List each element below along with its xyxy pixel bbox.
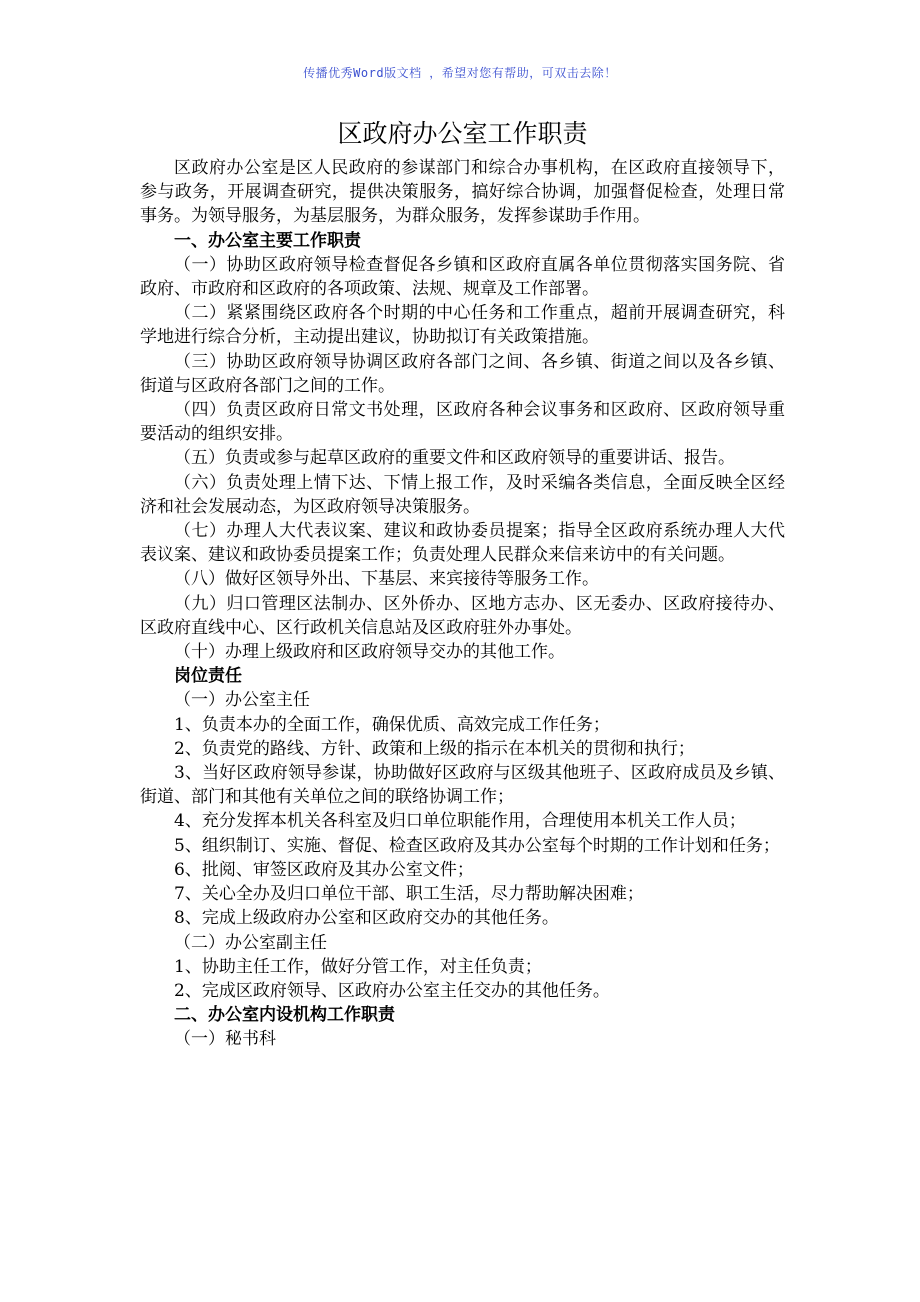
director-duty-5: 5、组织制订、实施、督促、检查区政府及其办公室每个时期的工作计划和任务； bbox=[174, 835, 780, 856]
duty-item-3: （三）协助区政府领导协调区政府各部门之间、各乡镇、街道之间以及各乡镇、街道与区政府各部门之间的工作。 bbox=[140, 351, 785, 396]
duty-item-4: （四）负责区政府日常文书处理，区政府各种会议事务和区政府、区政府领导重要活动的组织安排。 bbox=[140, 400, 785, 445]
duty-item-1: （一）协助区政府领导检查督促各乡镇和区政府直属各单位贯彻落实国务院、省政府、市政府和区政府的各项政策、法规、规章及工作部署。 bbox=[140, 254, 785, 300]
document-body bbox=[140, 114, 785, 1052]
director-duty-8: 8、完成上级政府办公室和区政府交办的其他任务。 bbox=[174, 908, 559, 929]
director-label: （一）办公室主任 bbox=[174, 690, 310, 711]
director-duty-3: 3、当好区政府领导参谋，协助做好区政府与区级其他班子、区政府成员及乡镇、街道、部门和其他有关单位之间的联络协调工作； bbox=[140, 763, 785, 808]
deputy-duty-1: 1、协助主任工作，做好分管工作，对主任负责； bbox=[174, 956, 542, 977]
director-duty-7: 7、关心全办及归口单位干部、职工生活，尽力帮助解决困难； bbox=[174, 884, 644, 905]
director-duty-4: 4、充分发挥本机关各科室及归口单位职能作用，合理使用本机关工作人员； bbox=[174, 811, 746, 832]
director-duty-1: 1、负责本办的全面工作，确保优质、高效完成工作任务； bbox=[174, 714, 610, 735]
duty-item-7: （七）办理人大代表议案、建议和政协委员提案；指导全区政府系统办理人大代表议案、建议和政协委员提案工作；负责处理人民群众来信来访中的有关问题。 bbox=[140, 521, 785, 566]
watermark-banner[interactable]: 传播优秀Word版文档 ，希望对您有帮助，可双击去除！ bbox=[303, 66, 617, 80]
deputy-label: （二）办公室副主任 bbox=[174, 932, 327, 953]
duty-item-10: （十）办理上级政府和区政府领导交办的其他工作。 bbox=[174, 642, 565, 663]
duty-item-5: （五）负责或参与起草区政府的重要文件和区政府领导的重要讲话、报告。 bbox=[174, 448, 735, 469]
duty-item-6: （六）负责处理上情下达、下情上报工作，及时采编各类信息，全面反映全区经济和社会发展动态，为区政府领导决策服务。 bbox=[140, 472, 785, 517]
duty-item-2: （二）紧紧围绕区政府各个时期的中心任务和工作重点，超前开展调查研究，科学地进行综合分析，主动提出建议，协助拟订有关政策措施。 bbox=[140, 303, 785, 348]
document-title: 区政府办公室工作职责 bbox=[337, 119, 588, 148]
section1-heading: 一、办公室主要工作职责 bbox=[174, 230, 361, 251]
duty-item-8: （八）做好区领导外出、下基层、来宾接待等服务工作。 bbox=[174, 569, 599, 590]
director-duty-2: 2、负责党的路线、方针、政策和上级的指示在本机关的贯彻和执行； bbox=[174, 738, 695, 759]
secretariat-label: （一）秘书科 bbox=[174, 1029, 276, 1050]
intro-paragraph: 区政府办公室是区人民政府的参谋部门和综合办事机构，在区政府直接领导下，参与政务，开展调查研究，提供决策服务，搞好综合协调，加强督促检查，处理日常事务。为领导服务，为基层服务，为群众服务，发挥参谋助手作用。 bbox=[140, 158, 785, 227]
duty-item-9: （九）归口管理区法制办、区外侨办、区地方志办、区无委办、区政府接待办、区政府直线中心、区行政机关信息站及区政府驻外办事处。 bbox=[140, 593, 785, 638]
section2-heading: 二、办公室内设机构工作职责 bbox=[174, 1005, 395, 1026]
deputy-duty-2: 2、完成区政府领导、区政府办公室主任交办的其他任务。 bbox=[174, 980, 610, 1001]
director-duty-6: 6、批阅、审签区政府及其办公室文件； bbox=[174, 859, 474, 880]
positions-heading: 岗位责任 bbox=[174, 666, 242, 687]
